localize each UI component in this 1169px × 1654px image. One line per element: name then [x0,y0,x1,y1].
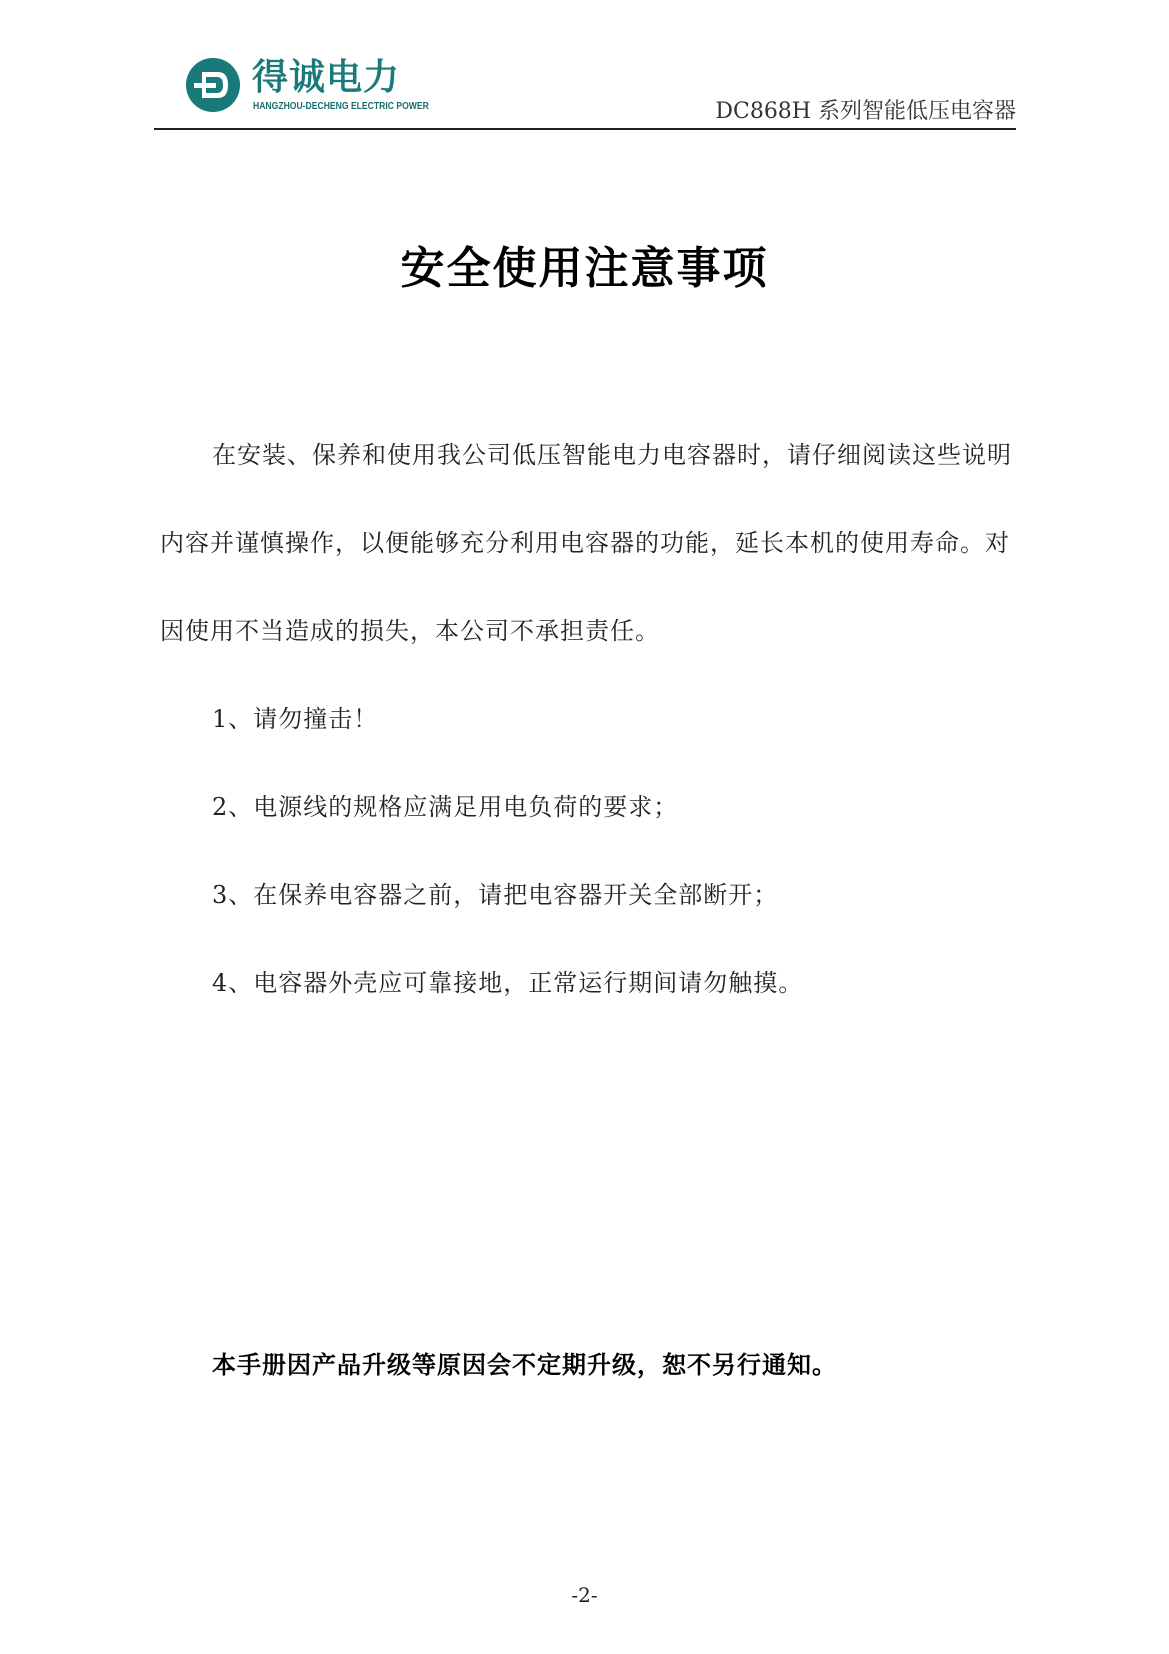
intro-paragraph: 在安装、保养和使用我公司低压智能电力电容器时，请仔细阅读这些说明内容并谨慎操作，以便能够充分利用电容器的功能，延长本机的使用寿命。对因使用不当造成的损失，本公司不承担责任。 [160,441,1012,645]
header-divider [154,128,1016,130]
page-title: 安全使用注意事项 [400,243,769,294]
safety-rule-3: 3、在保养电容器之前，请把电容器开关全部断开； [212,881,779,909]
safety-rule-4: 4、电容器外壳应可靠接地，正常运行期间请勿触摸。 [212,969,804,997]
page-number: -2- [571,1583,598,1607]
safety-rule-2: 2、电源线的规格应满足用电负荷的要求； [212,793,679,821]
page-header [154,48,1016,132]
safety-content [160,411,1016,1027]
company-logo [182,54,472,118]
safety-rule-1: 1、请勿撞击！ [212,705,379,733]
upgrade-notice: 本手册因产品升级等原因会不定期升级，恕不另行通知。 [212,1350,837,1379]
company-name-en: HANGZHOU-DECHENG ELECTRIC POWER [253,101,429,112]
decheng-logo-icon [182,54,244,116]
company-name-cn: 得诚电力 [252,57,401,98]
document-title: DC868H 系列智能低压电容器 [715,99,1016,124]
